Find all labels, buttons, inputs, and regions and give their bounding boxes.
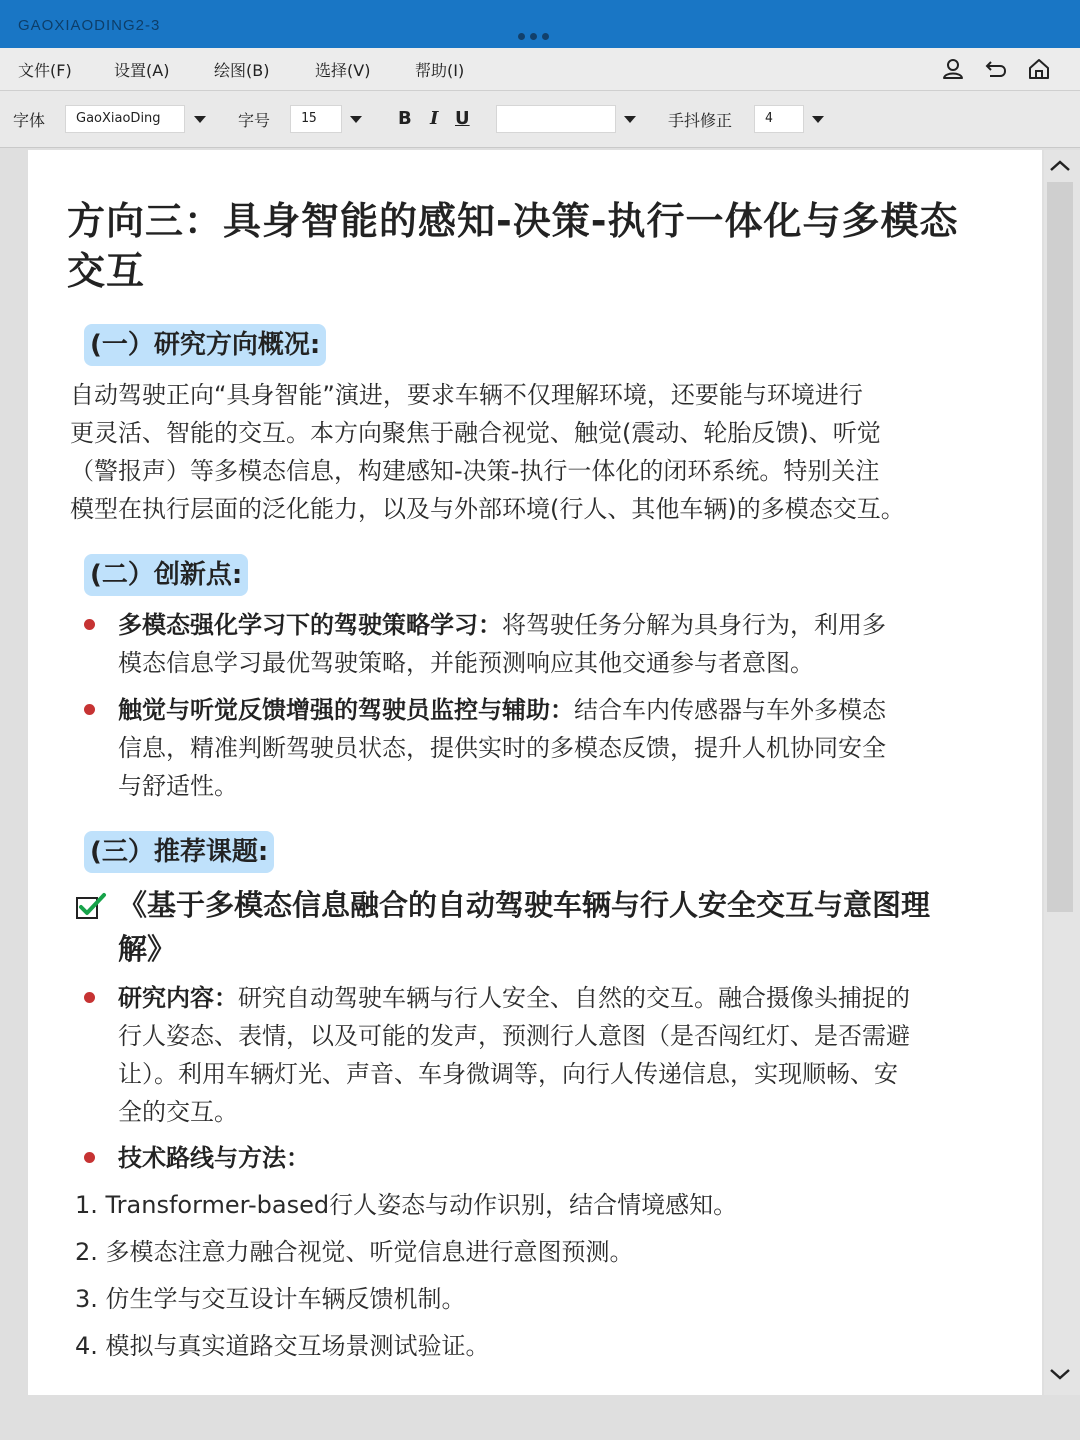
scroll-up-icon[interactable] (1046, 152, 1074, 180)
menu-file[interactable]: 文件(F) (18, 61, 72, 80)
scrollbar-thumb[interactable] (1047, 182, 1073, 912)
section-heading-innovation: (二）创新点: (84, 554, 248, 596)
research-content (118, 979, 996, 1131)
route-heading (118, 1139, 996, 1177)
content-text: 让）。利用车辆灯光、声音、车身微调等，向行人传递信息，实现顺畅、安 (118, 1060, 898, 1088)
undo-icon[interactable] (983, 56, 1009, 82)
font-dropdown-icon[interactable] (186, 105, 214, 133)
overview-paragraph (70, 376, 995, 528)
bullet-icon (84, 1152, 95, 1163)
topic-line: 《基于多模态信息融合的自动驾驶车辆与行人安全交互与意图理 (118, 888, 931, 922)
user-icon[interactable] (940, 56, 966, 82)
bullet-icon (84, 704, 95, 715)
innovation-text: 信息，精准判断驾驶员状态，提供实时的多模态反馈，提升人机协同安全 (118, 734, 886, 762)
section-heading-topics: (三）推荐课题: (84, 831, 274, 873)
title-line: 交互 (67, 249, 146, 293)
menu-settings[interactable]: 设置(A) (114, 61, 170, 80)
size-dropdown-icon[interactable] (342, 105, 370, 133)
font-select[interactable]: GaoXiaoDing (65, 105, 185, 133)
innovation-text: 模态信息学习最优驾驶策略，并能预测响应其他交通参与者意图。 (118, 649, 814, 677)
innovation-text: 结合车内传感器与车外多模态 (574, 696, 886, 724)
bold-button[interactable]: B (398, 108, 412, 129)
title-line: 方向三：具身智能的感知-决策-执行一体化与多模态 (67, 199, 959, 243)
innovation-title: 多模态强化学习下的驾驶策略学习： (118, 611, 502, 639)
method-step: 3. 仿生学与交互设计车辆反馈机制。 (75, 1285, 466, 1313)
innovation-item (118, 691, 996, 805)
menu-select[interactable]: 选择(V) (315, 61, 371, 80)
style-select[interactable] (496, 105, 616, 133)
innovation-title: 触觉与听觉反馈增强的驾驶员监控与辅助： (118, 696, 574, 724)
bullet-icon (84, 619, 95, 630)
content-text: 全的交互。 (118, 1098, 238, 1126)
paragraph-line: （警报声）等多模态信息，构建感知-决策-执行一体化的闭环系统。特别关注 (70, 457, 880, 485)
size-label: 字号 (238, 111, 271, 130)
size-select[interactable]: 15 (290, 105, 342, 133)
style-dropdown-icon[interactable] (616, 105, 644, 133)
paragraph-line: 自动驾驶正向“具身智能”演进，要求车辆不仅理解环境，还要能与环境进行 (70, 381, 863, 409)
paragraph-line: 更灵活、智能的交互。本方向聚焦于融合视觉、触觉(震动、轮胎反馈)、听觉 (70, 419, 881, 447)
method-step: 1. Transformer-based行人姿态与动作识别，结合情境感知。 (75, 1191, 738, 1219)
content-text: 研究自动驾驶车辆与行人安全、自然的交互。融合摄像头捕捉的 (238, 984, 910, 1012)
topic-line: 解》 (118, 932, 177, 966)
italic-button[interactable]: I (430, 108, 439, 129)
menu-draw[interactable]: 绘图(B) (214, 61, 270, 80)
format-toolbar (0, 91, 1080, 148)
innovation-item (118, 606, 996, 682)
recommended-topic-title (118, 883, 998, 971)
bullet-icon (84, 992, 95, 1003)
tremor-label: 手抖修正 (668, 111, 733, 130)
tremor-dropdown-icon[interactable] (804, 105, 832, 133)
window-more-button[interactable] (518, 25, 554, 44)
innovation-text: 与舒适性。 (118, 772, 238, 800)
checkbox-checked-icon[interactable] (75, 892, 107, 920)
content-text: 行人姿态、表情，以及可能的发声，预测行人意图（是否闯红灯、是否需避 (118, 1022, 910, 1050)
font-label: 字体 (13, 111, 46, 130)
innovation-text: 将驾驶任务分解为具身行为，利用多 (502, 611, 886, 639)
content-label: 研究内容： (118, 984, 238, 1012)
home-icon[interactable] (1026, 56, 1052, 82)
section-heading-overview: (一）研究方向概况: (84, 324, 326, 366)
menu-help[interactable]: 帮助(I) (415, 61, 465, 80)
underline-button[interactable]: U (455, 108, 470, 129)
tremor-select[interactable]: 4 (754, 105, 804, 133)
scroll-down-icon[interactable] (1046, 1360, 1074, 1388)
route-label: 技术路线与方法： (118, 1144, 310, 1172)
title-bar (0, 0, 1080, 48)
paragraph-line: 模型在执行层面的泛化能力，以及与外部环境(行人、其他车辆)的多模态交互。 (70, 495, 905, 523)
method-step: 2. 多模态注意力融合视觉、听觉信息进行意图预测。 (75, 1238, 634, 1266)
method-step: 4. 模拟与真实道路交互场景测试验证。 (75, 1332, 490, 1360)
document-title (67, 196, 1007, 296)
app-title: GAOXIAODING2-3 (18, 17, 161, 34)
menu-bar (0, 48, 1080, 91)
